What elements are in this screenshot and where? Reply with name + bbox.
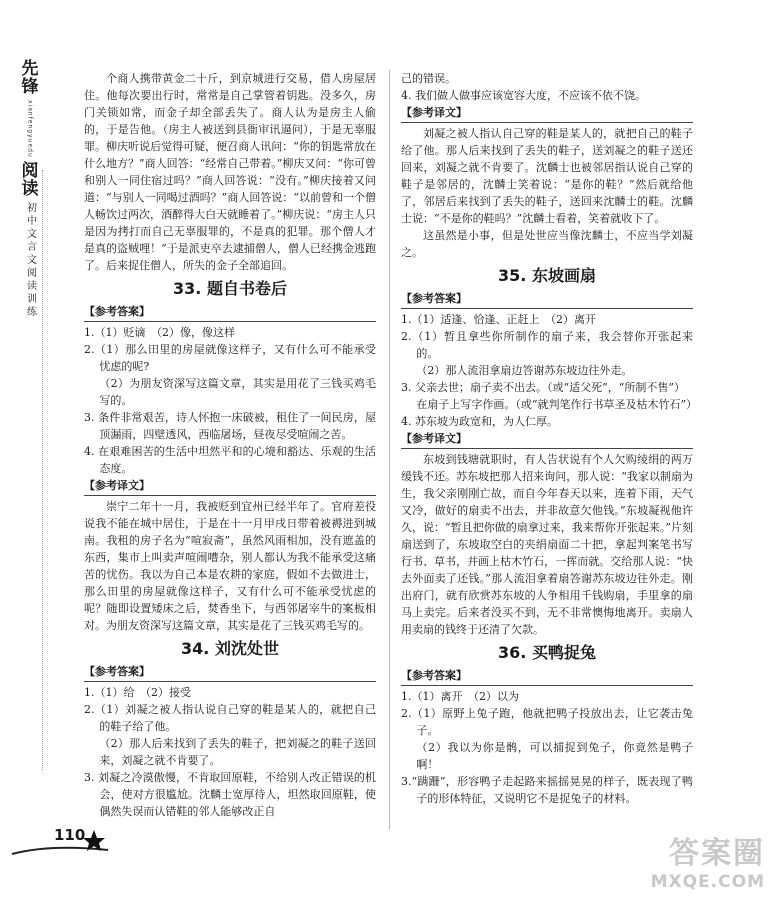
answer-item: 4. 在艰难困苦的生活中坦然平和的心境和豁达、乐观的生活态度。 [84,445,376,475]
answer-item: 在扇子上写字作画。（或“就判笔作行书草圣及枯木竹石”） [416,398,698,411]
watermark-text: 答案圈 [669,836,765,871]
right-column [401,70,698,807]
series-sidebar [18,60,42,319]
answer-item: 1.（1）适逢、恰逢、正赶上 （2）离开 [401,313,596,326]
translation-text: 刘凝之被人指认自己穿的鞋是某人的，就把自己的鞋子给了他。那人后来找到了丢失的鞋子，送刘凝之的鞋子送还回来，刘凝之就不肯要了。沈麟士也被邻居指认说自己穿的鞋子是邻居的，沈麟士笑着说：“是你的鞋？”然后就给他了，邻居后来找到了丢失的鞋子，送回来沈麟士的鞋。沈麟士说：“不是你的鞋吗？”沈麟士看着，笑着就收下了。 [401,127,693,225]
translation-text: 崇宁二年十一月，我被贬到宜州已经半年了。官府差役说我不能在城中居住，于是在十一月甲戌日带着被褥进到城南。我租的房子名为“喧寂斋”，虽然风雨相加，没有遮盖的东西，集市上叫卖声喧闹嘈杂，别人都认为我不能承受这痛苦的忧伤。我以为自己本是农耕的家庭，假如不去做进士，那么田里的房屋就像这样子，又有什么可不能承受忧虑的呢？随即设置矮床之后，焚香坐下，与西邻屠宰牛的案板相对。为朋友资深写这篇文章，其实是花了三钱买鸡毛写的。 [84,500,376,632]
answer-item: 3. 父亲去世；扇子卖不出去。（或“适父死”，“所制不售”） [401,381,685,394]
section-36-title: 36. 买鸭捉兔 [498,643,596,662]
watermark [651,828,765,892]
answer-item: 3. 条件非常艰苦，诗人怀抱一床破被，租住了一间民房，屋顶漏雨，四壁透风，西临屠场，昼夜尽受喧闹之苦。 [84,411,376,441]
sidebar-divider [42,170,43,770]
section-34-title: 34. 刘沈处世 [181,639,279,658]
translation-text: 这虽然是小事，但是处世应当像沈麟士，不应当学刘凝之。 [401,229,693,259]
answer-item: （2）那人后来找到了丢失的鞋子，把刘凝之的鞋子送回来，刘凝之就不肯要了。 [99,737,376,767]
answer-item: 3.“蹒跚”，形容鸭子走起路来摇摇晃晃的样子，既表现了鸭子的形体特征，又说明它不是捉兔子的材料。 [401,775,693,805]
answer-label: 【参考答案】 [84,303,376,322]
answer-item: 2.（1）那么田里的房屋就像这样子，又有什么可不能承受忧虑的呢? [84,343,376,373]
brand-pinyin: xianfengyuedu [26,100,34,158]
brand-char-3: 阅 [21,160,39,181]
answer-item: （2）那人流泪拿扇边答谢苏东坡边往外走。 [416,364,633,377]
translation-label: 【参考译文】 [401,104,693,123]
answer-item: 4. 苏东坡为政宽和，为人仁厚。 [401,415,558,428]
left-column [84,70,376,820]
watermark-url: MXQE.COM [650,872,765,892]
answer-item: 2.（1）刘凝之被人指认说自己穿的鞋是某人的，就把自己的鞋子给了他。 [84,703,376,733]
translation-label: 【参考译文】 [84,477,376,496]
answer-item: （2）我以为你是鹘，可以捕捉到兔子，你竟然是鸭子啊！ [416,741,693,771]
answer-item: 4. 我们做人做事应该宽容大度，不应该不依不饶。 [401,89,646,102]
translation-label: 【参考译文】 [401,430,693,449]
brand-char-2: 锋 [21,77,39,97]
brand-char-4: 读 [21,178,39,199]
continued-translation: 个商人携带黄金二十斤，到京城进行交易，借人房屋居住。他每次要出行时，常常是自己掌管着钥匙。没多久，房门关锁如常，而金子却全部丢失了。商人认为是房主人偷的，于是告他。（房主人被送到县衙审讯逼问），于是无辜服罪。柳庆听说后觉得可疑，便召商人讯问：“你的钥匙常放在什么地方？”商人回答：“经常自己带着。”柳庆又问：“你可曾和别人一同住宿过吗？”商人回答说：“没有。”柳庆接着又问道：“与别人一同喝过酒吗？”商人回答说：“以前曾和一个僧人畅饮过两次，酒醉得大白天就睡着了。”柳庆说：“房主人只是因为拷打而自己无辜服罪的，不是真的犯罪。那个僧人才是真的盗贼哩！”于是派吏卒去逮捕僧人，僧人已经携金逃跑了。后来捉住僧人，所失的金子全部追回。 [84,72,376,272]
section-33-title: 33. 题自书卷后 [173,279,287,298]
column-divider [389,70,390,830]
translation-text: 东坡到钱塘就职时，有人告状说有个人欠购绫绢的两万缓钱不还。苏东坡把那人招来询问，那人说：“我家以制扇为生，我父亲刚刚亡故，而自今年春天以来，连着下雨，天气又冷，做好的扇卖不出去，并非故意欠他钱。”东坡凝视他许久，说：“暂且把你做的扇拿过来，我来帮你开张起来。”片刻扇送到了，东坡取空白的夹绢扇面二十把，拿起判案笔书写行书、草书，并画上枯木竹石，一挥而就。交给那人说：“快去外面卖了还钱。”那人流泪拿着扇答谢苏东坡边往外走。刚出府门，就有欣赏苏东坡的人争相用千钱购扇，手里拿的扇马上卖完。后来者没买不到，无不非常懊悔地离开。卖扇人用卖扇的钱终于还清了欠款。 [401,453,693,636]
series-subtitle: 初中文言文阅读训练 [24,201,36,319]
answer-item: 1.（1）离开 （2）以为 [401,690,519,703]
answer-label: 【参考答案】 [401,290,693,309]
brand-char-1: 先 [21,59,39,79]
answer-item: （2）为朋友资深写这篇文章，其实是用花了三钱买鸡毛写的。 [99,377,376,407]
page-number: 110 [54,826,86,844]
answer-item: 2.（1）原野上兔子跑，他就把鸭子投放出去，让它袭击兔子。 [401,707,693,737]
answer-label: 【参考答案】 [84,663,376,682]
answer-item: 3. 刘凝之冷漠傲慢，不肯取回原鞋，不给别人改正错误的机会，使对方很尴尬。沈麟士宽厚待人，坦然取回原鞋，使偶然失误而认错鞋的邻人能够改正自 [84,771,376,818]
section-35-title: 35. 东坡画扇 [498,266,596,285]
answer-item: 2.（1）暂且拿些你所制作的扇子来，我会替你开张起来的。 [401,330,693,360]
continued-answer: 己的错误。 [401,72,456,85]
answer-item: 1.（1）给 （2）接受 [84,686,191,699]
answer-item: 1.（1）贬谪 （2）像，像这样 [84,326,235,339]
answer-label: 【参考答案】 [401,667,693,686]
